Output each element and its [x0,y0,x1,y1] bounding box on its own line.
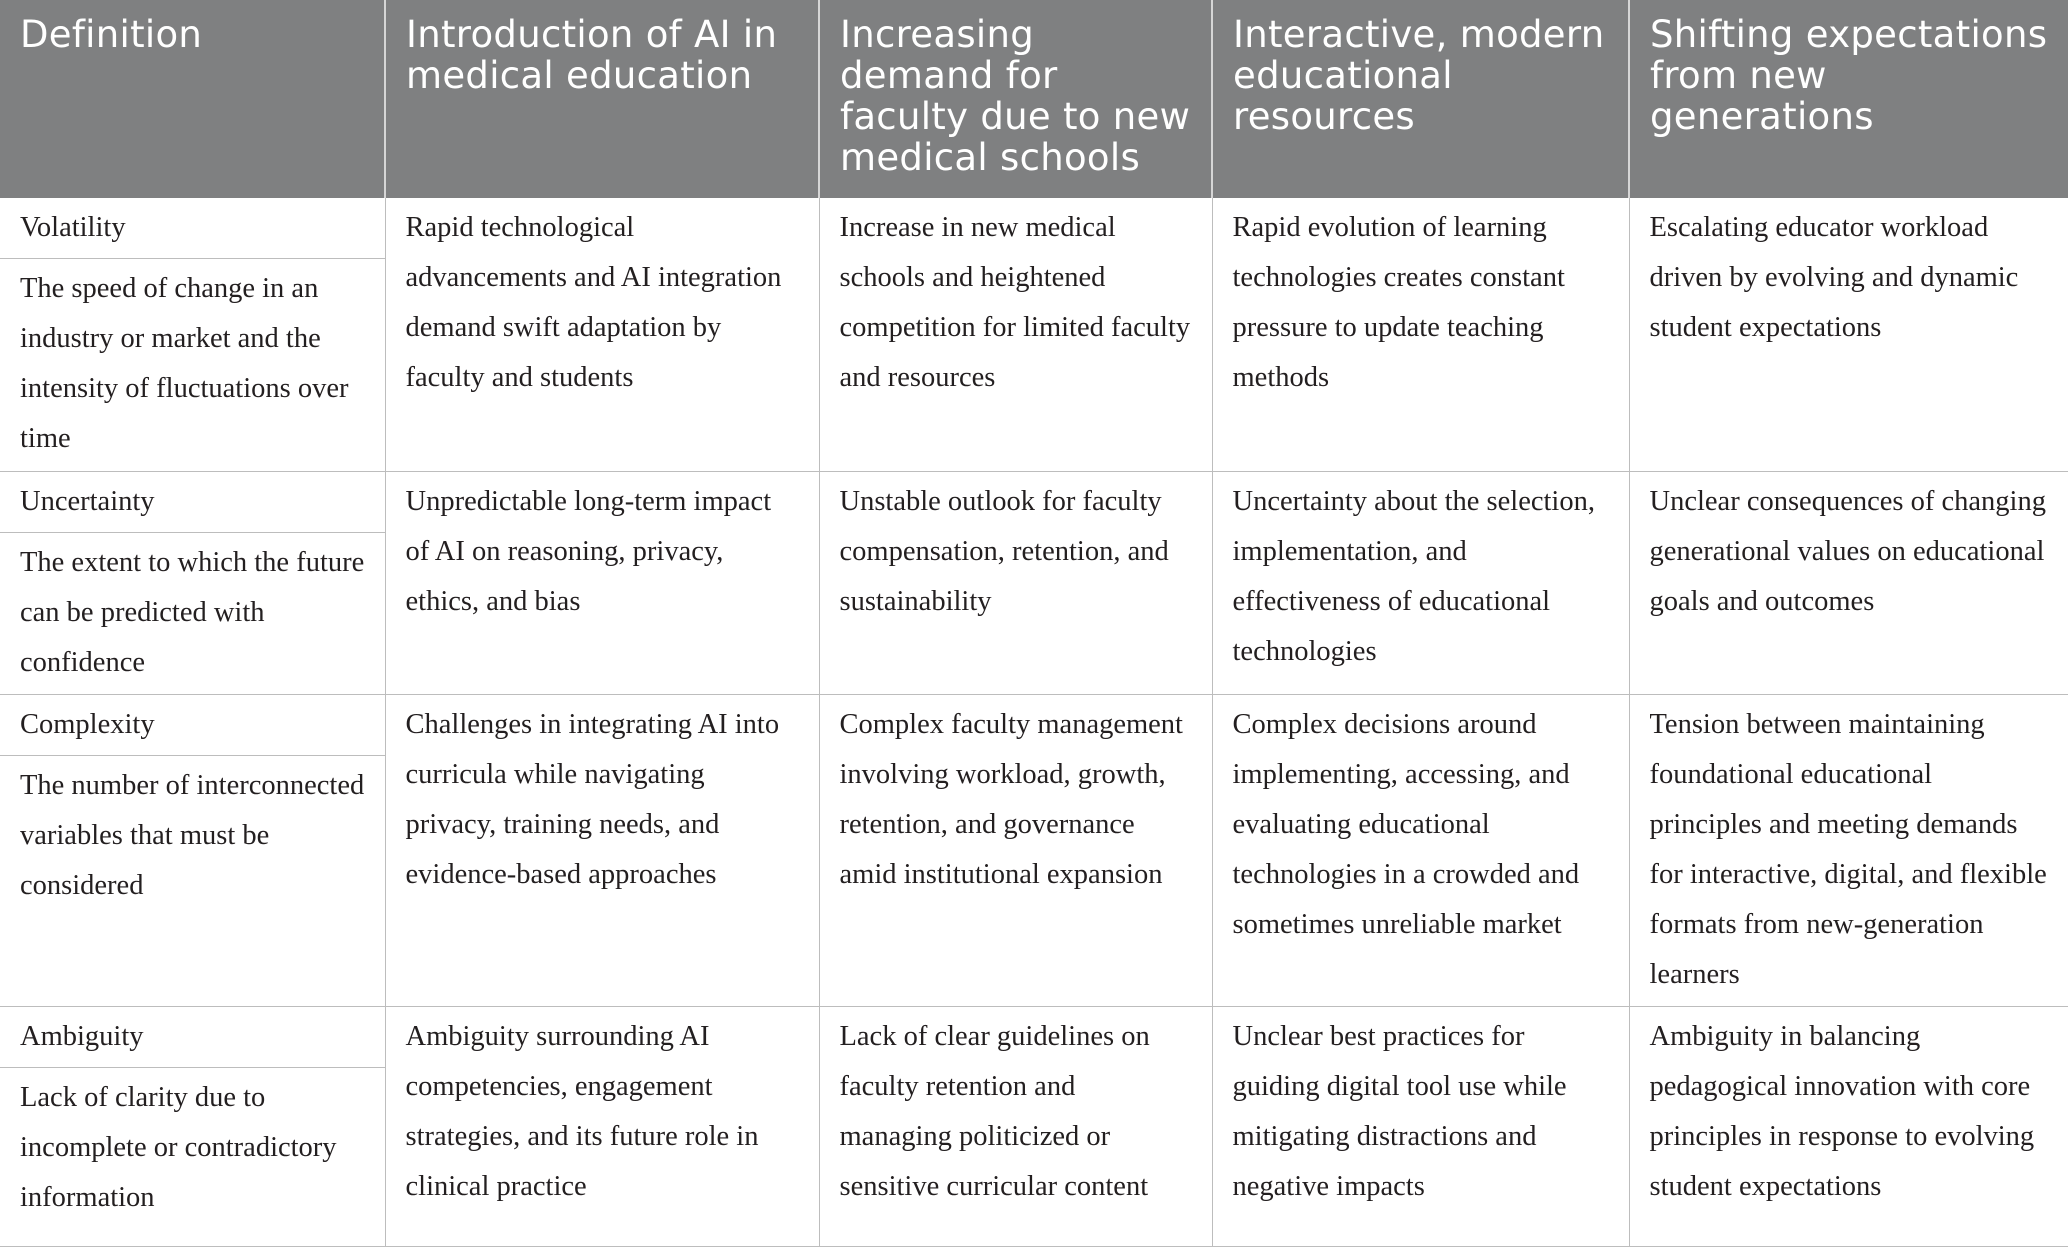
table-cell: Rapid evolution of learning technologies creates constant pressure to update teaching methods [1212,198,1629,471]
header-row [0,0,2068,198]
table-cell: Unclear best practices for guiding digital tool use while mitigating distractions and negative impacts [1212,1006,1629,1246]
table-cell: Unclear consequences of changing generational values on educational goals and outcomes [1629,471,2068,694]
definition-cell [0,471,385,694]
table-row [0,198,2068,471]
term-definition: The extent to which the future can be predicted with confidence [20,546,365,678]
term-definition: The speed of change in an industry or market and the intensity of fluctuations over time [20,273,349,454]
term-label: Complexity [0,695,385,756]
table-cell: Rapid technological advancements and AI integration demand swift adaptation by faculty and students [385,198,819,471]
table-cell: Tension between maintaining foundational educational principles and meeting demands for interactive, digital, and flexible formats from new-generation learners [1629,694,2068,1006]
header-generational-expectations: Shifting expectations from new generations [1629,0,2068,198]
table-cell: Complex faculty management involving workload, growth, retention, and governance amid institutional expansion [819,694,1212,1006]
table-cell: Complex decisions around implementing, accessing, and evaluating educational technologies in a crowded and sometimes unreliable market [1212,694,1629,1006]
term-definition: The number of interconnected variables that must be considered [20,769,365,901]
table-cell: Lack of clear guidelines on faculty retention and managing politicized or sensitive curricular content [819,1006,1212,1246]
table-cell: Challenges in integrating AI into curricula while navigating privacy, training needs, and evidence-based approaches [385,694,819,1006]
header-educational-resources: Interactive, modern educational resources [1212,0,1629,198]
table-row [0,694,2068,1006]
definition-cell [0,198,385,471]
definition-cell [0,694,385,1006]
term-label: Volatility [0,198,385,259]
table-cell: Uncertainty about the selection, implementation, and effectiveness of educational technologies [1212,471,1629,694]
header-faculty-demand: Increasing demand for faculty due to new medical schools [819,0,1212,198]
table-body [0,198,2068,1246]
table-cell: Unpredictable long-term impact of AI on reasoning, privacy, ethics, and bias [385,471,819,694]
table-cell: Ambiguity surrounding AI competencies, engagement strategies, and its future role in clinical practice [385,1006,819,1246]
table-cell: Increase in new medical schools and heightened competition for limited faculty and resources [819,198,1212,471]
table-cell: Escalating educator workload driven by evolving and dynamic student expectations [1629,198,2068,471]
term-label: Ambiguity [0,1007,385,1068]
header-ai-in-medical-education: Introduction of AI in medical education [385,0,819,198]
term-definition: Lack of clarity due to incomplete or contradictory information [20,1081,337,1213]
table-row [0,1006,2068,1246]
table-cell: Ambiguity in balancing pedagogical innovation with core principles in response to evolving student expectations [1629,1006,2068,1246]
table-header [0,0,2068,198]
term-label: Uncertainty [0,472,385,533]
table-cell: Unstable outlook for faculty compensation, retention, and sustainability [819,471,1212,694]
table-row [0,471,2068,694]
header-definition: Definition [0,0,385,198]
definition-cell [0,1006,385,1246]
